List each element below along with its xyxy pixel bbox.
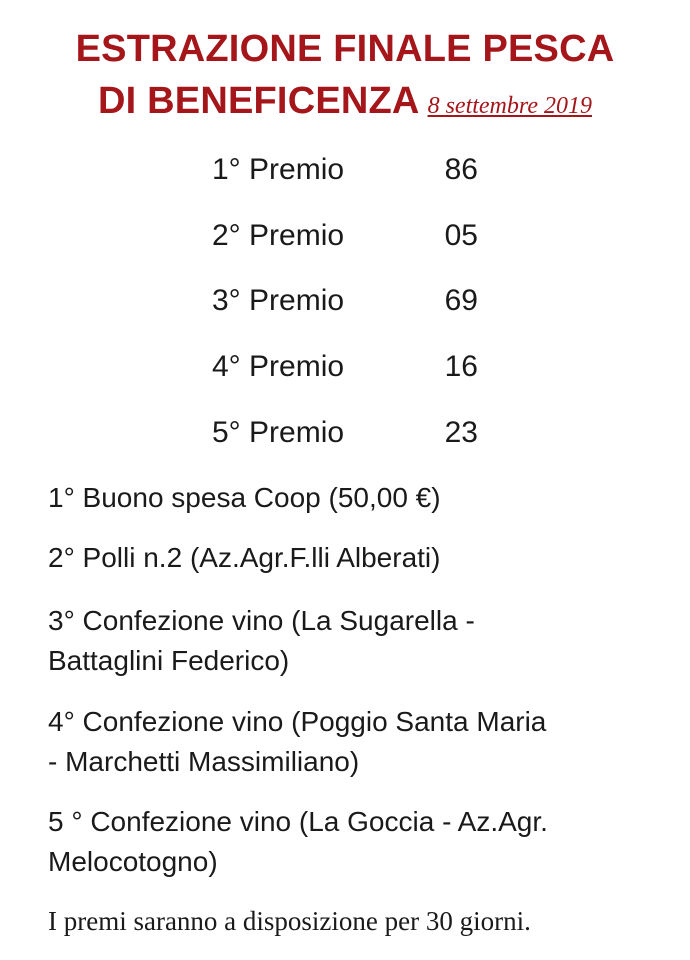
title-line-2 [0, 78, 690, 129]
draw-row-4 [212, 347, 482, 387]
prize-line: 1° Buono spesa Coop (50,00 €) [48, 482, 441, 513]
draw-number: 23 [444, 416, 478, 449]
prize-4 [48, 702, 668, 782]
prize-2 [48, 538, 668, 578]
prize-line: 2° Polli n.2 (Az.Agr.F.lli Alberati) [48, 542, 441, 573]
prize-line: 5 ° Confezione vino (La Goccia - Az.Agr. [48, 806, 548, 837]
prize-1 [48, 478, 668, 518]
prize-3 [48, 601, 668, 681]
draw-date: 8 settembre 2019 [427, 93, 592, 119]
prize-line: 4° Confezione vino (Poggio Santa Maria [48, 706, 547, 737]
draw-label: 5° Premio [212, 416, 345, 449]
prize-5 [48, 802, 668, 882]
draw-number: 05 [444, 219, 478, 252]
draw-number: 69 [444, 284, 478, 317]
draw-row-2 [212, 216, 482, 256]
draw-number: 86 [444, 153, 478, 186]
prize-line: 3° Confezione vino (La Sugarella - [48, 605, 475, 636]
draw-number: 16 [444, 350, 478, 383]
draw-label: 1° Premio [212, 153, 345, 186]
draw-label: 3° Premio [212, 284, 345, 317]
prize-line: Battaglini Federico) [48, 645, 290, 676]
title-line-2-text: DI BENEFICENZA [97, 80, 420, 122]
draw-row-5 [212, 413, 482, 453]
draw-row-1 [212, 150, 482, 190]
draw-label: 2° Premio [212, 219, 345, 252]
prize-line: - Marchetti Massimiliano) [48, 746, 360, 777]
title-line-1: ESTRAZIONE FINALE PESCA [75, 28, 615, 70]
availability-note: I premi saranno a disposizione per 30 giorni. [48, 906, 531, 936]
draw-label: 4° Premio [212, 350, 345, 383]
draw-row-3 [212, 281, 482, 321]
prize-line: Melocotogno) [48, 846, 218, 877]
